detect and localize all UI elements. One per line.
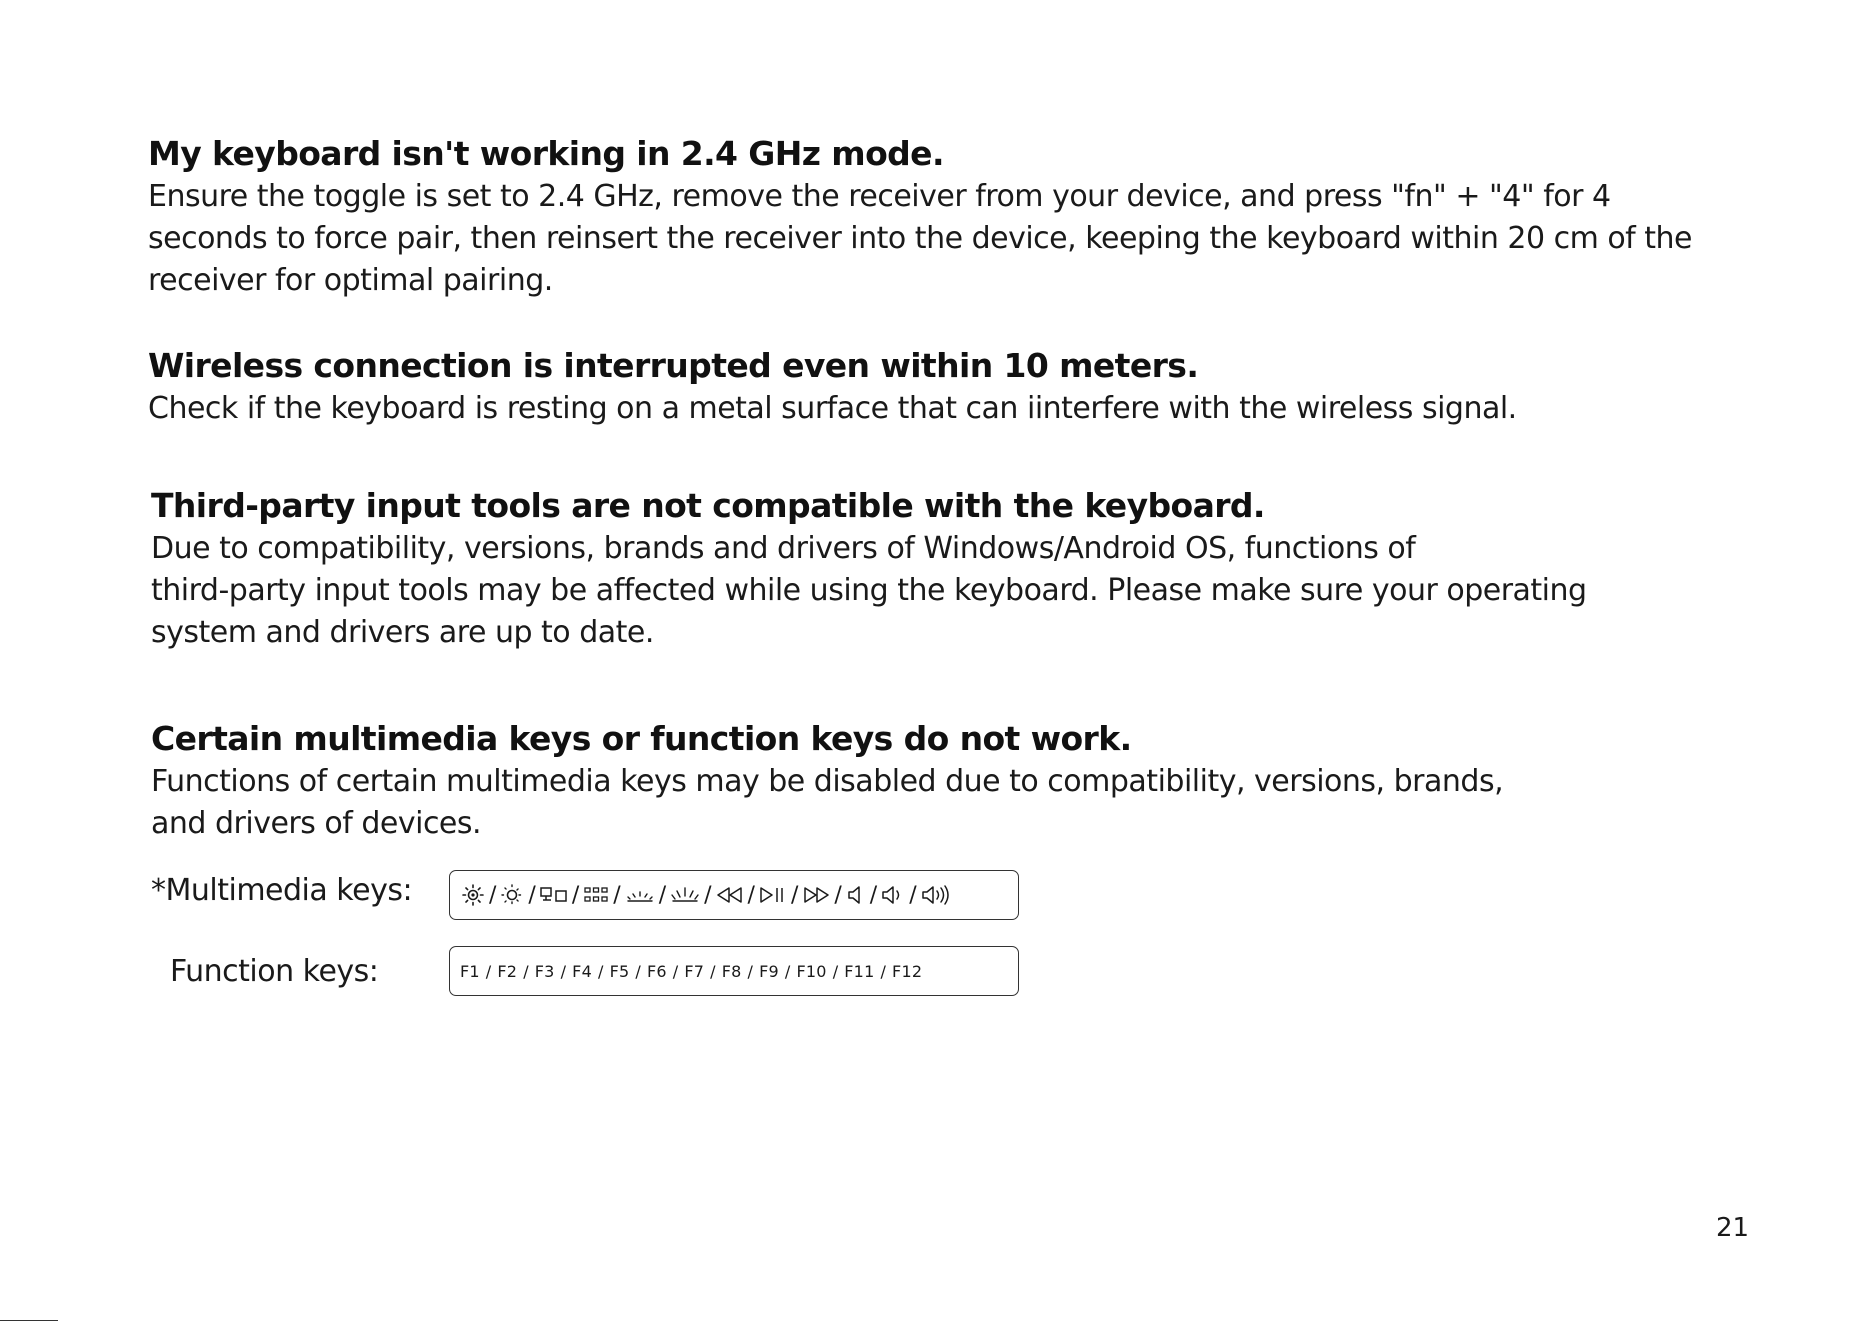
section-heading: My keyboard isn't working in 2.4 GHz mode. — [148, 134, 944, 173]
play-pause-icon — [758, 883, 788, 907]
faq-section-third-party-tools — [151, 484, 1751, 654]
section-body-line: Due to compatibility, versions, brands and drivers of Windows/Android OS, functions of — [151, 531, 1416, 566]
section-body-line: Functions of certain multimedia keys may be disabled due to compatibility, versions, brands, — [151, 764, 1504, 799]
key-separator: / — [485, 961, 492, 981]
section-body-line: Check if the keyboard is resting on a metal surface that can iinterfere with the wireless signal. — [148, 391, 1517, 426]
icon-separator: / — [869, 882, 878, 908]
key-separator: / — [880, 961, 887, 981]
multimedia-keys-label: *Multimedia keys: — [151, 873, 413, 908]
key-separator: / — [523, 961, 529, 981]
faq-section-multimedia-keys — [151, 717, 1751, 845]
function-key: F7 — [684, 961, 705, 981]
function-key: F9 — [759, 961, 779, 981]
icon-separator: / — [613, 882, 621, 908]
volume-down-icon — [880, 883, 906, 907]
screen-switch-icon — [539, 883, 569, 907]
section-body-line: system and drivers are up to date. — [151, 615, 654, 650]
function-key: F10 — [796, 961, 827, 981]
footer-rule — [0, 1320, 58, 1321]
section-body-line: seconds to force pair, then reinsert the receiver into the device, keeping the keyboard within 20 cm of the — [148, 221, 1693, 256]
function-key: F8 — [721, 961, 742, 981]
icon-separator: / — [834, 882, 842, 908]
multimedia-keys-box — [449, 870, 1019, 920]
function-keys-list — [460, 962, 922, 981]
backlight-up-icon — [669, 883, 701, 907]
brightness-down-icon — [499, 883, 525, 907]
icon-separator: / — [790, 882, 799, 908]
multimedia-keys-list — [460, 883, 952, 908]
next-track-icon — [801, 883, 831, 907]
brightness-up-icon — [460, 883, 486, 907]
function-key: F12 — [892, 961, 923, 981]
mute-icon — [845, 883, 867, 907]
function-key: F6 — [646, 961, 667, 981]
key-separator: / — [635, 961, 641, 981]
volume-up-icon — [920, 883, 952, 907]
previous-track-icon — [715, 883, 745, 907]
key-separator: / — [747, 961, 754, 981]
faq-section-wireless-interrupted — [148, 344, 1748, 430]
function-keys-label: Function keys: — [170, 954, 379, 989]
icon-separator: / — [909, 882, 917, 908]
faq-section-2-4ghz — [148, 132, 1748, 302]
icon-separator: / — [489, 882, 497, 908]
function-key: F2 — [497, 961, 518, 981]
function-key: F3 — [534, 961, 555, 981]
function-key: F1 — [460, 961, 480, 981]
section-heading: Certain multimedia keys or function keys do not work. — [151, 719, 1132, 758]
key-separator: / — [832, 961, 839, 981]
function-key: F11 — [844, 961, 875, 981]
icon-separator: / — [528, 882, 536, 908]
section-heading: Third-party input tools are not compatible with the keyboard. — [151, 486, 1265, 525]
key-separator: / — [710, 961, 716, 981]
key-separator: / — [672, 961, 679, 981]
page-number: 21 — [1716, 1213, 1750, 1243]
section-body-line: and drivers of devices. — [151, 806, 482, 841]
function-keys-box — [449, 946, 1019, 996]
icon-separator: / — [704, 882, 712, 908]
section-heading: Wireless connection is interrupted even within 10 meters. — [148, 346, 1199, 385]
icon-separator: / — [571, 882, 580, 908]
key-separator: / — [597, 961, 604, 981]
section-body-line: receiver for optimal pairing. — [148, 263, 553, 298]
key-separator: / — [560, 961, 567, 981]
function-key: F4 — [572, 961, 592, 981]
icon-separator: / — [747, 882, 755, 908]
key-separator: / — [784, 961, 791, 981]
app-grid-icon — [582, 883, 610, 907]
section-body-line: Ensure the toggle is set to 2.4 GHz, remove the receiver from your device, and press "fn" + "4" for 4 — [148, 179, 1611, 214]
section-body-line: third-party input tools may be affected while using the keyboard. Please make sure your operating — [151, 573, 1587, 608]
backlight-down-icon — [624, 883, 656, 907]
function-key: F5 — [609, 961, 630, 981]
icon-separator: / — [658, 882, 667, 908]
